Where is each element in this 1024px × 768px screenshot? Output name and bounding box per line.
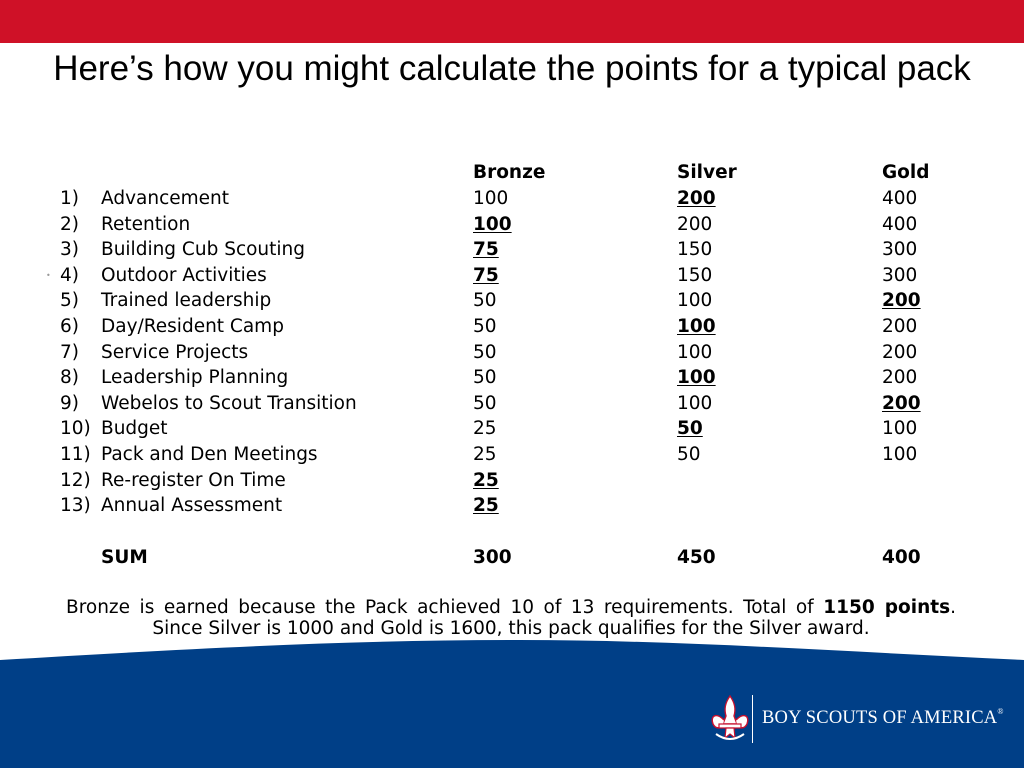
row-label: Advancement xyxy=(101,188,230,209)
sum-gold: 400 xyxy=(882,547,921,568)
row-label: Day/Resident Camp xyxy=(101,316,284,337)
row-gold-points: 200 xyxy=(882,316,918,337)
header-gold: Gold xyxy=(882,162,930,183)
footer-band xyxy=(0,640,1024,768)
row-number: 9) xyxy=(60,392,79,414)
row-gold-points: 300 xyxy=(882,264,918,286)
row-label: Budget xyxy=(101,418,168,440)
row-bronze-points: 50 xyxy=(473,316,497,337)
row-bronze-points: 25 xyxy=(473,495,499,517)
header-bronze: Bronze xyxy=(473,162,546,183)
row-gold-points: 400 xyxy=(882,188,918,209)
stray-mark: • xyxy=(46,271,51,280)
row-gold-points: 100 xyxy=(882,418,918,440)
row-silver-points: 100 xyxy=(677,392,713,414)
slide-title: Here’s how you might calculate the points for a typical pack xyxy=(53,49,971,88)
row-label: Webelos to Scout Transition xyxy=(101,392,357,414)
row-bronze-points: 50 xyxy=(473,290,497,312)
row-silver-points: 100 xyxy=(677,316,716,337)
brand-name: BOY SCOUTS OF AMERICA xyxy=(762,708,998,728)
row-silver-points: 150 xyxy=(677,239,713,261)
row-number: 11) xyxy=(60,444,91,465)
row-bronze-points: 75 xyxy=(473,264,499,286)
sum-silver: 450 xyxy=(677,547,716,568)
summary-total-points: 1150 points xyxy=(823,597,951,618)
row-silver-points: 50 xyxy=(677,418,703,440)
row-number: 3) xyxy=(60,239,79,261)
row-silver-points: 50 xyxy=(677,444,701,465)
row-number: 2) xyxy=(60,213,79,235)
row-number: 12) xyxy=(60,469,91,491)
row-label: Building Cub Scouting xyxy=(101,239,306,261)
row-number: 6) xyxy=(60,316,79,337)
summary-before: Bronze is earned because the Pack achieved 10 of 13 requirements. Total of xyxy=(66,597,824,618)
summary-text xyxy=(66,597,956,639)
row-silver-points: 100 xyxy=(677,367,716,389)
row-label: Service Projects xyxy=(101,341,249,363)
row-bronze-points: 50 xyxy=(473,367,497,389)
row-number: 8) xyxy=(60,367,79,389)
row-label: Re-register On Time xyxy=(101,469,286,491)
footer-wave xyxy=(0,640,1024,768)
row-label: Retention xyxy=(101,213,191,235)
row-gold-points: 100 xyxy=(882,444,918,465)
row-label: Annual Assessment xyxy=(101,495,283,517)
row-number: 1) xyxy=(60,188,79,209)
header-silver: Silver xyxy=(677,162,737,183)
row-number: 10) xyxy=(60,418,91,440)
row-bronze-points: 25 xyxy=(473,469,499,491)
row-gold-points: 200 xyxy=(882,290,921,312)
row-gold-points: 200 xyxy=(882,341,918,363)
row-bronze-points: 50 xyxy=(473,392,497,414)
row-silver-points: 150 xyxy=(677,264,713,286)
row-number: 7) xyxy=(60,341,79,363)
row-number: 13) xyxy=(60,495,91,517)
bsa-brand xyxy=(762,707,1004,729)
row-label: Trained leadership xyxy=(101,290,272,312)
row-silver-points: 100 xyxy=(677,341,713,363)
sum-label: SUM xyxy=(101,547,148,568)
row-number: 5) xyxy=(60,290,79,312)
row-silver-points: 200 xyxy=(677,188,716,209)
footer-divider xyxy=(752,695,753,743)
row-gold-points: 400 xyxy=(882,213,918,235)
row-bronze-points: 75 xyxy=(473,239,499,261)
sum-bronze: 300 xyxy=(473,547,512,568)
row-bronze-points: 100 xyxy=(473,213,512,235)
row-number: 4) xyxy=(60,264,79,286)
row-label: Leadership Planning xyxy=(101,367,289,389)
row-gold-points: 200 xyxy=(882,367,918,389)
row-silver-points: 100 xyxy=(677,290,713,312)
row-gold-points: 300 xyxy=(882,239,918,261)
registered-mark: ® xyxy=(997,707,1004,716)
row-bronze-points: 25 xyxy=(473,444,497,465)
row-bronze-points: 25 xyxy=(473,418,497,440)
row-label: Pack and Den Meetings xyxy=(101,444,318,465)
row-label: Outdoor Activities xyxy=(101,264,267,286)
fleur-de-lis-icon xyxy=(708,694,752,744)
row-bronze-points: 100 xyxy=(473,188,509,209)
row-silver-points: 200 xyxy=(677,213,713,235)
row-bronze-points: 50 xyxy=(473,341,497,363)
row-gold-points: 200 xyxy=(882,392,921,414)
summary-after: . Since Silver is 1000 and Gold is 1600, this pack qualifies for the Silver award. xyxy=(152,597,957,639)
